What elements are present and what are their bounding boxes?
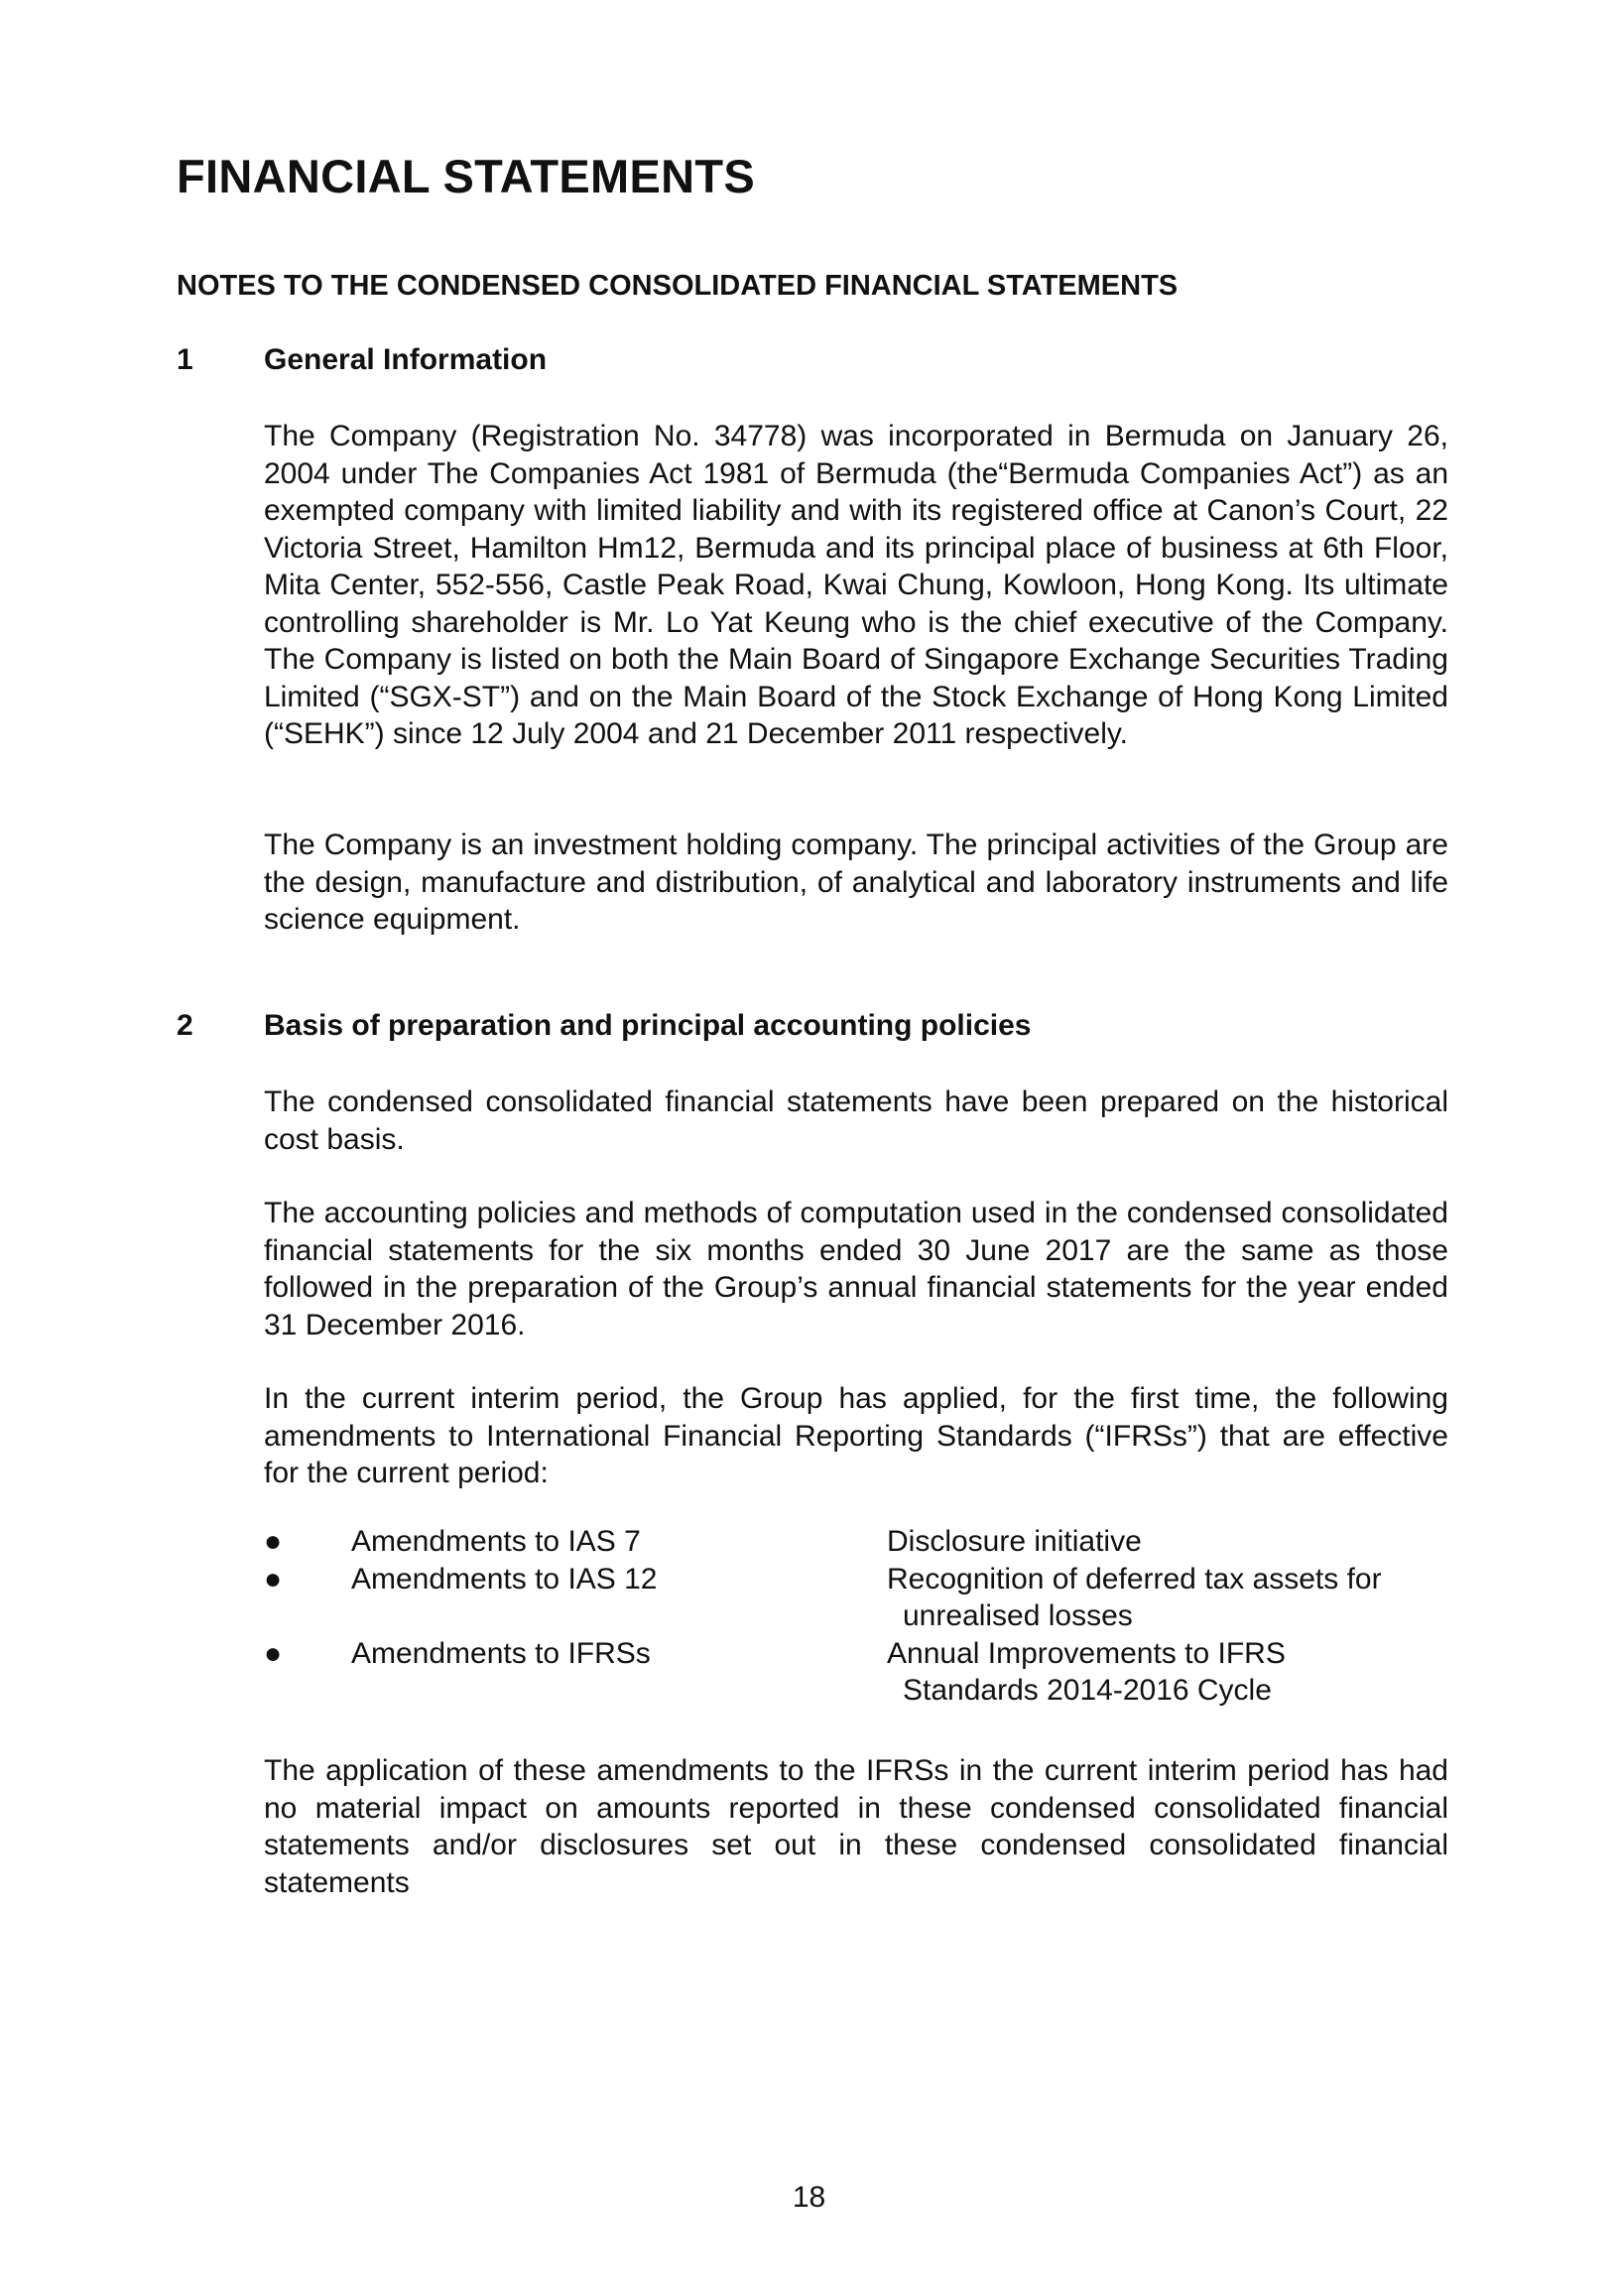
amendment-description-continuation: Standards 2014-2016 Cycle (903, 1674, 1272, 1707)
list-item (264, 1561, 1454, 1635)
section-title: General Information (264, 343, 548, 376)
amendment-description (887, 1635, 1442, 1710)
section-title: Basis of preparation and principal accounting policies (264, 1009, 1032, 1042)
amendment-name: Amendments to IAS 7 (351, 1525, 641, 1558)
paragraph-historical-cost: The condensed consolidated financial statements have been prepared on the historical cost basis. (264, 1085, 1448, 1156)
paragraph-accounting-policies: The accounting policies and methods of computation used in the condensed consolidated financial statements for the six months ended 30 June 2017 are the same as those followed in the preparation of the Group’s annual financial statements for the year ended 31 December 2016. (264, 1197, 1448, 1341)
amendment-name: Amendments to IAS 12 (351, 1562, 658, 1595)
section-number: 2 (177, 1009, 193, 1042)
amendment-name: Amendments to IFRSs (351, 1636, 651, 1670)
bullet-icon: ● (264, 1562, 283, 1595)
amendments-list (264, 1523, 1454, 1710)
section-heading-general-information (177, 343, 1466, 377)
bullet-icon: ● (264, 1636, 283, 1670)
bullet-icon: ● (264, 1525, 283, 1558)
page-title: FINANCIAL STATEMENTS (177, 150, 756, 202)
paragraph-application-impact: The application of these amendments to the IFRSs in the current interim period has had no material impact on amounts reported in these condensed consolidated financial statements and/or disclosures set out in these condensed consolidated financial statements (264, 1754, 1448, 1899)
paragraph-principal-activities: The Company is an investment holding company. The principal activities of the Group are the design, manufacture and distribution, of analytical and laboratory instruments and life science equipment. (264, 829, 1448, 936)
amendment-description-line: Disclosure initiative (887, 1525, 1142, 1558)
list-item (264, 1523, 1454, 1561)
list-item (264, 1635, 1454, 1710)
amendment-description (887, 1523, 1442, 1561)
section-number: 1 (177, 343, 193, 376)
section-heading-basis-of-preparation (177, 1009, 1466, 1043)
amendment-description-continuation: unrealised losses (903, 1599, 1133, 1632)
paragraph-interim-period: In the current interim period, the Group has applied, for the first time, the following amendments to International Financial Reporting Standards (“IFRSs”) that are effective for the current period: (264, 1382, 1448, 1489)
page-number: 18 (792, 2181, 826, 2214)
paragraph-company-info: The Company (Registration No. 34778) was incorporated in Bermuda on January 26, 2004 under The Companies Act 1981 of Bermuda (the“Bermuda Companies Act”) as an exempted company with limited liability and with its registered office at Canon’s Court, 22 Victoria Street, Hamilton Hm12, Bermuda and its principal place of business at 6th Floor, Mita Center, 552-556, Castle Peak Road, Kwai Chung, Kowloon, Hong Kong. Its ultimate controlling shareholder is Mr. Lo Yat Keung who is the chief executive of the Company. The Company is listed on both the Main Board of Singapore Exchange Securities Trading Limited (“SGX-ST”) and on the Main Board of the Stock Exchange of Hong Kong Limited (“SEHK”) since 12 July 2004 and 21 December 2011 respectively. (264, 420, 1448, 750)
amendment-description-line: Recognition of deferred tax assets for (887, 1562, 1382, 1595)
amendment-description-line: Annual Improvements to IFRS (887, 1636, 1286, 1670)
amendment-description (887, 1561, 1442, 1635)
notes-title: NOTES TO THE CONDENSED CONSOLIDATED FINANCIAL STATEMENTS (177, 270, 1179, 302)
